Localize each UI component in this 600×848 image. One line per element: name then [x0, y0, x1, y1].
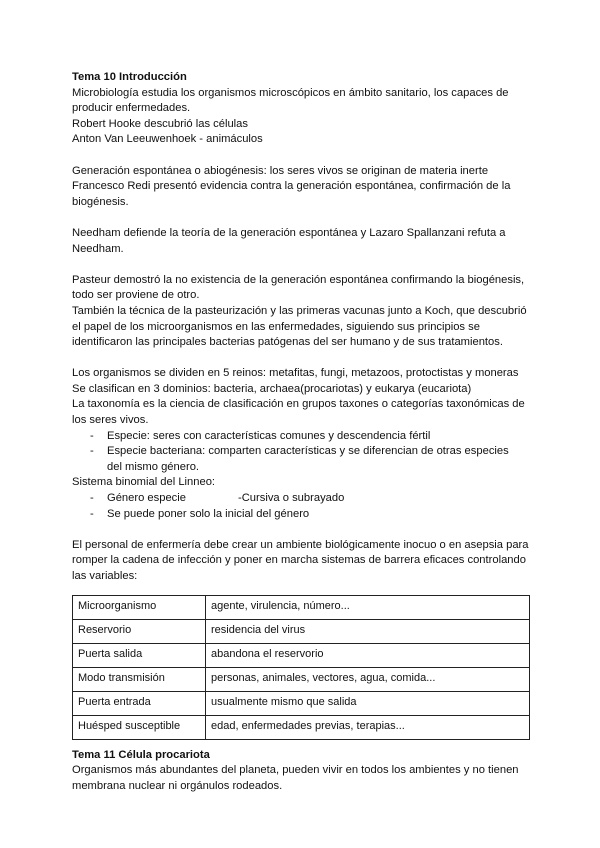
bullet-list-linneo: [72, 491, 530, 522]
text-line: biogénesis.: [72, 195, 129, 208]
text-line: membrana nuclear ni orgánulos rodeados.: [72, 779, 283, 792]
table-row: [73, 619, 530, 643]
table-cell: residencia del virus: [206, 619, 530, 643]
text-line: Microbiología estudia los organismos microscópicos en ámbito sanitario, los capaces de: [72, 86, 509, 99]
table-cell: Modo transmisión: [73, 667, 206, 691]
table-row: [73, 691, 530, 715]
table-row: [73, 715, 530, 739]
text-line: Needham defiende la teoría de la generación espontánea y Lazaro Spallanzani refuta a: [72, 226, 506, 239]
text-line: Anton Van Leeuwenhoek - animáculos: [72, 133, 263, 146]
table-cell: abandona el reservorio: [206, 643, 530, 667]
table-cell: personas, animales, vectores, agua, comida...: [206, 667, 530, 691]
table-cell: Microorganismo: [73, 595, 206, 619]
text-line: Francesco Redi presentó evidencia contra la generación espontánea, confirmación de la: [72, 180, 511, 193]
table-cell: usualmente mismo que salida: [206, 691, 530, 715]
text-line: identificaron las principales bacterias patógenas del ser humano y de sus tratamientos.: [72, 336, 503, 349]
table-cell: Huésped susceptible: [73, 715, 206, 739]
text-line: Organismos más abundantes del planeta, pueden vivir en todos los ambientes y no tienen: [72, 764, 519, 777]
table-row: [73, 667, 530, 691]
text-line: Sistema binomial del Linneo:: [72, 476, 216, 489]
text-line: Generación espontánea o abiogénesis: los seres vivos se originan de materia inerte: [72, 164, 489, 177]
table-cell: Reservorio: [73, 619, 206, 643]
text-line: romper la cadena de infección y poner en marcha sistemas de barrera eficaces controlando: [72, 554, 526, 567]
bullet-list-especie: [72, 429, 530, 476]
text-line: Robert Hooke descubrió las células: [72, 117, 248, 130]
table-cell: Puerta salida: [73, 643, 206, 667]
list-item: - Género especie -Cursiva o subrayado: [90, 491, 530, 507]
text-line: las variables:: [72, 570, 138, 582]
text-line: todo ser proviene de otro.: [72, 289, 200, 302]
text-line: producir enfermedades.: [72, 102, 191, 115]
table-row: [73, 595, 530, 619]
text-line: También la técnica de la pasteurización y las primeras vacunas junto a Koch, que descubrió: [72, 304, 527, 317]
text-line: La taxonomía es la ciencia de clasificación en grupos taxones o categorías taxonómicas de: [72, 398, 525, 411]
text-line: Se clasifican en 3 dominios: bacteria, archaea(procariotas) y eukarya (eucariota): [72, 382, 472, 395]
variables-table: [72, 595, 530, 740]
section-title-tema-11: Tema 11 Célula procariota: [72, 748, 210, 761]
list-item: - Se puede poner solo la inicial del género: [90, 507, 530, 523]
text-line: Los organismos se dividen en 5 reinos: metafitas, fungi, metazoos, protoctistas y moneras: [72, 367, 519, 380]
table-cell: agente, virulencia, número...: [206, 595, 530, 619]
table-cell: Puerta entrada: [73, 691, 206, 715]
table-cell: edad, enfermedades previas, terapias...: [206, 715, 530, 739]
text-line: El personal de enfermería debe crear un ambiente biológicamente inocuo o en asepsia para: [72, 538, 529, 551]
text-line: el papel de los microorganismos en las enfermedades, siguiendo sus principios se: [72, 320, 480, 333]
text-line: Needham.: [72, 242, 124, 255]
text-line: Pasteur demostró la no existencia de la generación espontánea confirmando la biogénesis,: [72, 273, 525, 286]
text-line: los seres vivos.: [72, 414, 149, 427]
list-item: - Especie: seres con características comunes y descendencia fértil: [90, 429, 530, 445]
list-item: - Especie bacteriana: comparten características y se diferencian de otras especies del mismo género.: [90, 444, 530, 475]
table-row: [73, 643, 530, 667]
section-title-tema-10: Tema 10 Introducción: [72, 71, 187, 83]
